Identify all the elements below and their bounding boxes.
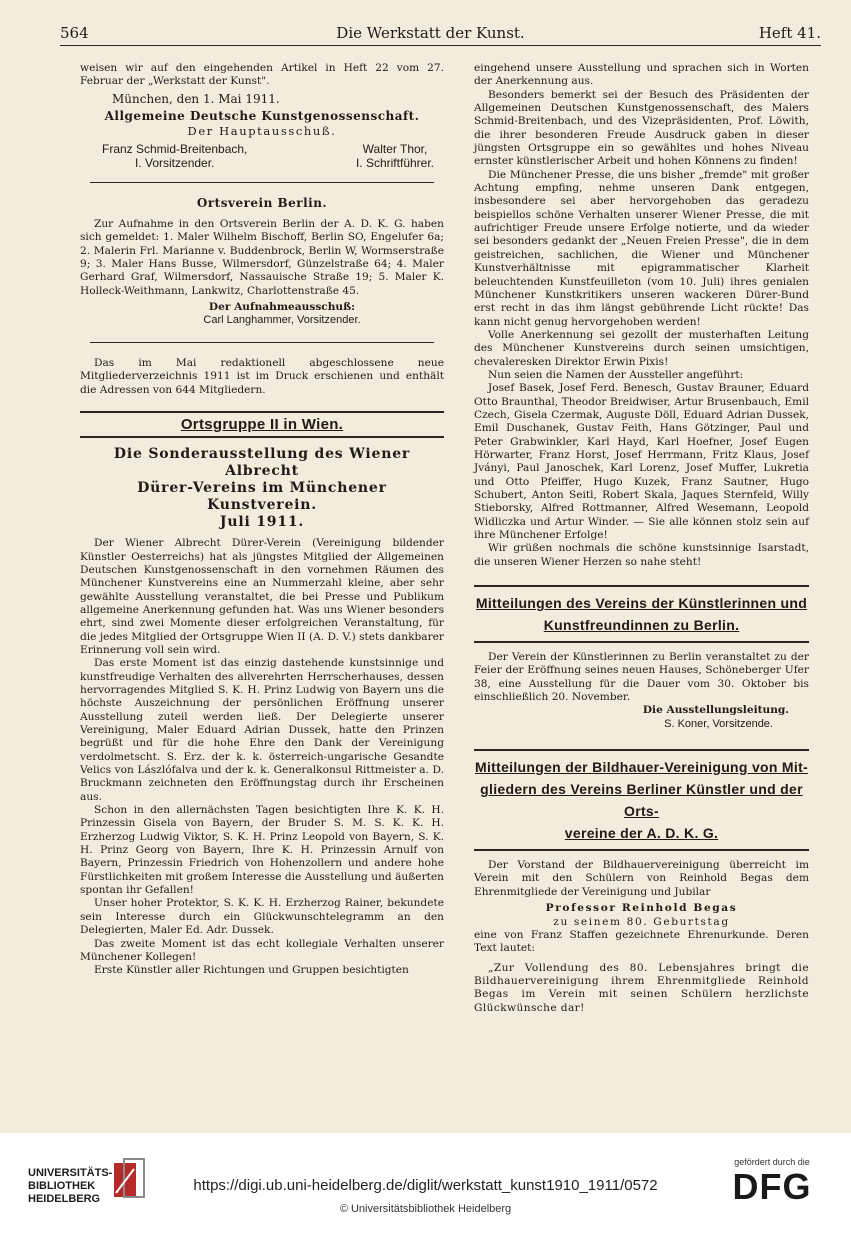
continued-paragraph: eingehend unsere Ausstellung und sprachen sich in Worten der Anerkennung aus.: [474, 62, 809, 88]
exhibit-title-line3: Juli 1911.: [219, 514, 305, 531]
b-title-line2: gliedern des Vereins Berliner Künstler und der Orts-: [480, 781, 803, 820]
sig1-name: Franz Schmid-Breitenbach,: [102, 141, 248, 156]
running-header: [60, 14, 821, 46]
library-logo-text: UNIVERSITÄTS-BIBLIOTHEK HEIDELBERG: [28, 1167, 113, 1205]
divider: [90, 342, 434, 343]
berlin-heading: Ortsverein Berlin.: [196, 195, 328, 210]
association-heading: Allgemeine Deutsche Kunstgenossenschaft.: [104, 109, 420, 124]
signatures: [80, 142, 444, 170]
sig2-name: Walter Thor,: [362, 141, 428, 156]
honoree-name: Professor Reinhold Begas: [545, 902, 738, 915]
paragraph-greeting: Wir grüßen nochmals die schöne kunstsinnige Isarstadt, die unseren Wiener Herzen so nahe steht!: [474, 542, 809, 568]
dateline: München, den 1. Mai 1911.: [112, 91, 280, 106]
viewer-footer: [0, 1133, 851, 1233]
wien-section-title: [80, 411, 444, 438]
wien-title-text: Ortsgruppe II in Wien.: [180, 415, 344, 433]
bildhauer-paragraph: Der Vorstand der Bildhauervereinigung überreicht im Verein mit den Schülern von Reinhold Begas dem Ehrenmitgliede der Vereinigung und Jubilar: [474, 859, 809, 898]
exhibit-title-line1: Die Sonderausstellung des Wiener Albrecht: [113, 446, 411, 480]
committee-signature: Carl Langhammer, Vorsitzender.: [203, 314, 361, 327]
issue-number: Heft 41.: [758, 24, 821, 42]
signature-left: [102, 142, 247, 170]
committee-heading: Der Aufnahmeausschuß:: [208, 301, 356, 314]
permalink-url[interactable]: https://digi.ub.uni-heidelberg.de/diglit/werkstatt_kunst1910_1911/0572: [193, 1177, 658, 1194]
k-title-line2: Kunstfreundinnen zu Berlin.: [543, 617, 740, 634]
k-title-line1: Mitteilungen des Vereins der Künstlerinnen und: [475, 595, 808, 612]
k-signature: S. Koner, Vorsitzende.: [664, 717, 773, 730]
exhibit-title-line2: Dürer-Vereins im Münchener Kunstverein.: [137, 480, 387, 514]
page-number: 564: [60, 24, 89, 42]
signature-right: [356, 142, 434, 170]
directory-paragraph: Das im Mai redaktionell abgeschlossene neue Mitgliederverzeichnis 1911 ist im Druck erschienen und enthält die Adressen von 644 Mitgliedern.: [80, 356, 444, 396]
paragraph-exhibitors: Josef Basek, Josef Ferd. Benesch, Gustav Brauner, Eduard Otto Braunthal, Theodor Breidwiser, Artur Brusenbauch, Emil Czech, Gisela Czermak, Auguste Döll, Eduard Adrian Dussek, Emil Duschanek, Gustav Feith, Hans Götzinger, Paul und Peter Grabwinkler, Karl Hayd, Karl Hoefner, Josef Eugen Hörwarter, Franz Horst, Josef Herrmann, Fritz Klaus, Josef Jványi, Paul Janoschek, Karl Lorenz, Josef Muffer, Lukretia und Otto Pfeiffer, Hugo Kuzek, Franz Sautner, Hugo Schubert, Anton Seitl, Robert Skala, Jaques Sternfeld, Willy Stieborsky, Alfred Rottmanner, Alfred Wesemann, Leopold Widliczka und Artur Winder. — Sie alle können stolz sein auf ihre Münchener Erfolge!: [474, 382, 809, 542]
paragraph-kunstverein: Volle Anerkennung sei gezollt der musterhaften Leitung des Münchener Kunstvereins durch seinen umsichtigen, chevaleresken Direktor Erwin Pixis!: [474, 328, 809, 368]
divider: [90, 182, 434, 183]
sig2-role: I. Schriftführer.: [355, 155, 434, 170]
exhibit-paragraph-2: Das erste Moment ist das einzig dastehende kunstsinnige und kunstfreudige Verhalten des allverehrten Herrscherhauses, dessen hervorragendes Mitglied S. K. H. Prinz Ludwig von Bayern uns die höchste Auszeichnung der persönlichen Eröffnung unserer Ausstellung zuteil werden ließ. Der Delegierte unserer Vereinigung, Maler Eduard Adrian Dussek, hatte den Prinzen begrüßt und für die hohe Ehre den Dank der Vereinigung verdolmetscht. S. Erz. der k. k. österreich-ungarische Gesandte Velics von Lászlófalva und der k. k. Generalkonsul Rittmeister a. D. Bruckmann zeichneten den Eröffnungstag durch ihr Erscheinen aus.: [80, 657, 444, 803]
paragraph-press: Die Münchener Presse, die uns bisher „fremde" mit großer Achtung empfing, nehme unseren Dank entgegen, insbesondere sei aber hervorgehoben das geradezu beispiellos schöne Verhalten unserer Wiener Presse, die mit aufrichtiger Freude unsere Erfolge notierte, und da wieder sei besonders gedankt der „Neuen Freien Presse", die in dem geistreichen, sachlichen, die Wiener und Münchener Kunstverhältnisse mit epigrammatischer Klarheit beleuchtenden Kunstfeuilleton (vom 10. Juli) ihres genialen Münchener Kunstkritikers unseren wackeren Dürer-Bund erst recht in das ihm längst gebührende Licht rückte! Das kann nicht genug hervorgehoben werden!: [474, 168, 809, 328]
dfg-wordmark: DFG: [732, 1166, 812, 1207]
exhibit-paragraph-6: Erste Künstler aller Richtungen und Gruppen besichtigten: [94, 964, 409, 977]
paragraph-exhibitors-intro: Nun seien die Namen der Aussteller angeführt:: [488, 368, 744, 381]
b-title-line1: Mitteilungen der Bildhauer-Vereinigung von Mit-: [475, 759, 808, 776]
board-heading: Der Hauptausschuß.: [187, 124, 337, 139]
dfg-logo[interactable]: [727, 1157, 817, 1207]
honoree-birthday: zu seinem 80. Geburtstag: [553, 915, 730, 928]
running-title: Die Werkstatt der Kunst.: [336, 24, 525, 42]
bildhauer-section-title: [474, 749, 809, 851]
sig1-role: I. Vorsitzender.: [135, 155, 215, 170]
berlin-paragraph: Zur Aufnahme in den Ortsverein Berlin der A. D. K. G. haben sich gemeldet: 1. Maler Wilhelm Bischoff, Berlin SO, Engelufer 6a; 2. Malerin Frl. Marianne v. Buddenbrock, Berlin W, Wormserstraße 9; 3. Maler Hans Busse, Wilmersdorf, Günzelstraße 64; 4. Maler Gerhard Graf, Wilmersdorf, Nassauische Straße 19; 5. Maler K. Holleck-Weithmann, Lankwitz, Charlottenstraße 45.: [80, 218, 444, 297]
exhibit-paragraph-1: Der Wiener Albrecht Dürer-Verein (Vereinigung bildender Künstler Oesterreichs) hat als jüngstes Mitglied der Allgemeinen Deutschen Kunstgenossenschaft in den vornehmen Räumen des Münchener Kunstvereins eine an Nummerzahl kleine, aber sehr gewählte Ausstellung veranstaltet, die bei Presse und Publikum allgemeine Anerkennung gefunden hat. Was uns Wiener besonders ehrt, sind zwei Momente dieser erfolgreichen Veranstaltung, für die jedes Mitglied der Ortsgruppe Wien II (A. D. V.) stets dankbarer Erinnerung voll sein wird.: [80, 537, 444, 656]
exhibit-paragraph-5: Das zweite Moment ist das echt kollegiale Verhalten unserer Münchener Kollegen!: [80, 937, 444, 963]
funded-by-label: gefördert durch die: [734, 1157, 810, 1167]
right-column: [474, 62, 809, 1015]
k-signature-heading: Die Ausstellungsleitung.: [642, 704, 789, 717]
exhibit-paragraph-3: Schon in den allernächsten Tagen besichtigten Ihre K. K. H. Prinzessin Gisela von Bayern, der Bruder S. M. S. K. K. H. Erzherzog Ludwig Viktor, S. K. H. Prinz Leopold von Bayern, S. K. H. Prinz Georg von Bayern, Ihre K. H. Prinzessin Arnulf von Bayern, Prinzessin Friedrich von Hohenzollern und andere hohe Fürstlichkeiten mit großem Interesse die Ausstellung und äußerten spontan ihr Gefallen!: [80, 804, 444, 897]
certificate-quote: „Zur Vollendung des 80. Lebensjahres bringt die Bildhauervereinigung ihrem Ehrenmitgliede Reinhold Begas im Verein mit seinen Schülern herzlichste Glückwünsche dar!: [474, 961, 809, 1014]
kuenstlerinnen-paragraph: Der Verein der Künstlerinnen zu Berlin veranstaltet zu der Feier der Eröffnung seines neuen Hauses, Schöneberger Ufer 38, eine Ausstellung für die Dauer vom 30. Oktober bis einschließlich 20. November.: [474, 651, 809, 704]
b-title-line3: vereine der A. D. K. G.: [564, 825, 719, 842]
left-column: [80, 62, 444, 978]
copyright-notice: © Universitätsbibliothek Heidelberg: [339, 1203, 512, 1215]
intro-paragraph: weisen wir auf den eingehenden Artikel in Heft 22 vom 27. Februar der „Werkstatt der Kunst".: [80, 62, 444, 88]
exhibit-paragraph-4: Unser hoher Protektor, S. K. K. H. Erzherzog Rainer, bekundete sein Interesse durch ein Glückwunschtelegramm an den Delegierten, Maler Ed. Adr. Dussek.: [80, 897, 444, 937]
certificate-paragraph: eine von Franz Staffen gezeichnete Ehrenurkunde. Deren Text lautet:: [474, 928, 809, 955]
paragraph-president: Besonders bemerkt sei der Besuch des Präsidenten der Allgemeinen Deutschen Kunstgenossenschaft, des Malers Schmid-Breitenbach, und des Vizepräsidenten, Prof. Löwith, die ihrer besonderen Freude Ausdruck gaben in dieser jüngsten Ortsgruppe ein so gewähltes und hohes Niveau ernster künstlerischer Arbeit und hohen Könnens zu finden!: [474, 88, 809, 168]
kuenstlerinnen-section-title: [474, 585, 809, 643]
